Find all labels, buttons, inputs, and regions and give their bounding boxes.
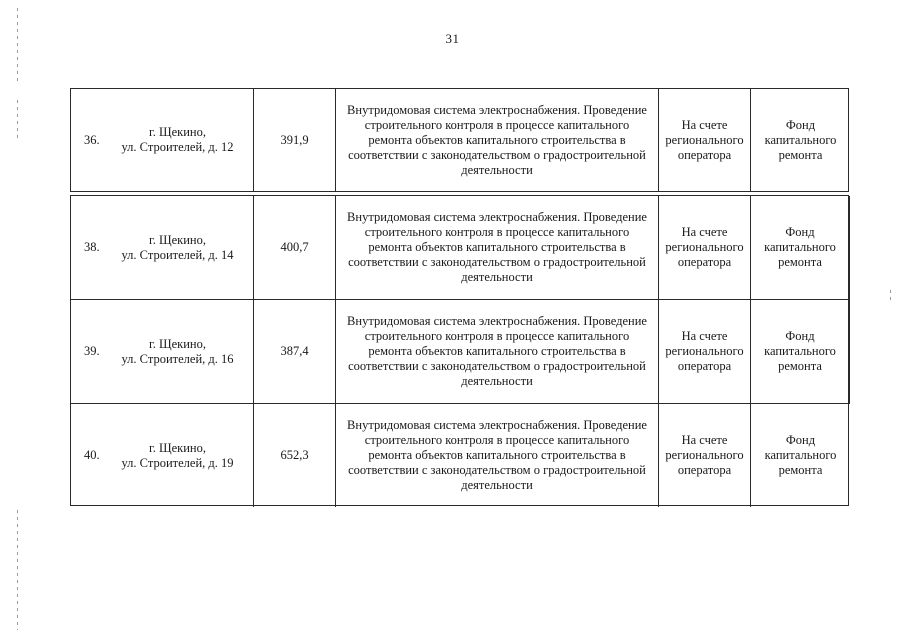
funding-source-line: капитального (764, 132, 837, 147)
funding-source-line: ремонта (778, 255, 822, 269)
area-value: 387,4 (280, 344, 309, 358)
address-line: ул. Строителей, д. 12 (121, 140, 234, 154)
area-cell (254, 89, 336, 191)
description-line: строительного контроля в процессе капитального (364, 117, 630, 132)
row-number: 40. (84, 448, 100, 462)
funding-source-cell (751, 89, 850, 191)
address-cell (71, 403, 254, 507)
page-number: 31 (445, 31, 460, 46)
account-line: регионального (665, 132, 744, 147)
description-line: соответствии с законодательством о градостроительной (348, 463, 646, 477)
address-cell (71, 299, 254, 403)
description-line: деятельности (461, 374, 533, 388)
scan-margin-mark (17, 100, 18, 140)
area-cell (254, 299, 336, 403)
funding-source-line: капитального (764, 448, 837, 462)
funding-source-line: капитального (764, 344, 836, 358)
description-line: деятельности (461, 478, 533, 492)
account-line: регионального (665, 344, 744, 358)
account-line: оператора (677, 147, 732, 162)
address-line: г. Щекино, (149, 125, 206, 139)
description-cell (336, 299, 659, 403)
funding-source-line: капитального (764, 240, 836, 254)
description-line: ремонта объектов капитального строительства в (368, 344, 626, 358)
description-line: строительного контроля в процессе капитального (364, 433, 630, 447)
row-number: 39. (84, 344, 100, 358)
account-line: На счете (681, 225, 728, 239)
address-text (114, 125, 241, 155)
description-cell (336, 196, 659, 299)
table-block-b (70, 195, 849, 506)
address-line: г. Щекино, (149, 440, 206, 455)
table-block-a (70, 88, 849, 192)
area-value: 652,3 (280, 448, 309, 462)
funding-source-line: ремонта (778, 463, 823, 477)
description-line: соответствии с законодательством о градостроительной (348, 255, 646, 269)
area-value: 391,9 (280, 132, 309, 147)
address-line: г. Щекино, (149, 336, 206, 351)
account-line: регионального (665, 448, 744, 462)
funding-source-line: Фонд (785, 117, 816, 132)
area-cell (254, 403, 336, 507)
description-line: Внутридомовая система электроснабжения. Проведение (347, 314, 647, 328)
row-number: 36. (84, 132, 100, 147)
funding-source-line: ремонта (778, 147, 823, 162)
account-line: оператора (677, 359, 732, 373)
address-line: ул. Строителей, д. 16 (121, 351, 234, 366)
account-line: На счете (681, 329, 728, 343)
account-line: оператора (677, 463, 732, 477)
funding-source-line: Фонд (785, 225, 815, 239)
account-line: На счете (681, 433, 728, 447)
address-text (114, 233, 241, 263)
funding-source-line: Фонд (785, 329, 815, 343)
area-cell (254, 196, 336, 299)
scan-margin-mark (890, 290, 891, 304)
address-line: ул. Строителей, д. 19 (121, 455, 234, 470)
address-line: ул. Строителей, д. 14 (121, 247, 234, 262)
account-cell (659, 403, 751, 507)
description-line: строительного контроля в процессе капитального (364, 329, 630, 343)
description-line: соответствии с законодательством о градостроительной (348, 147, 646, 162)
description-cell (336, 89, 659, 191)
address-line: г. Щекино, (149, 232, 206, 247)
description-line: деятельности (461, 270, 533, 284)
account-line: На счете (681, 117, 728, 132)
scan-margin-mark (17, 510, 18, 630)
description-line: ремонта объектов капитального строительства в (368, 132, 626, 147)
funding-source-cell (751, 403, 850, 507)
address-text (114, 337, 241, 367)
account-cell (659, 89, 751, 191)
account-line: регионального (665, 240, 744, 254)
funding-source-cell (751, 299, 850, 403)
description-line: ремонта объектов капитального строительства в (368, 240, 626, 254)
area-value: 400,7 (280, 240, 309, 254)
funding-source-line: ремонта (778, 359, 822, 373)
address-cell (71, 196, 254, 299)
description-cell (336, 403, 659, 507)
account-cell (659, 299, 751, 403)
description-line: деятельности (461, 162, 533, 177)
description-line: Внутридомовая система электроснабжения. Проведение (347, 102, 647, 117)
description-line: строительного контроля в процессе капитального (364, 225, 630, 239)
funding-source-cell (751, 196, 850, 299)
description-line: Внутридомовая система электроснабжения. Проведение (347, 418, 647, 432)
account-line: оператора (677, 255, 732, 269)
description-line: Внутридомовая система электроснабжения. Проведение (347, 210, 647, 224)
scan-margin-mark (17, 8, 18, 83)
address-cell (71, 89, 254, 191)
address-text (114, 441, 241, 471)
description-line: соответствии с законодательством о градостроительной (348, 359, 646, 373)
description-line: ремонта объектов капитального строительства в (368, 448, 626, 462)
row-number: 38. (84, 240, 100, 254)
funding-source-line: Фонд (785, 433, 816, 447)
account-cell (659, 196, 751, 299)
